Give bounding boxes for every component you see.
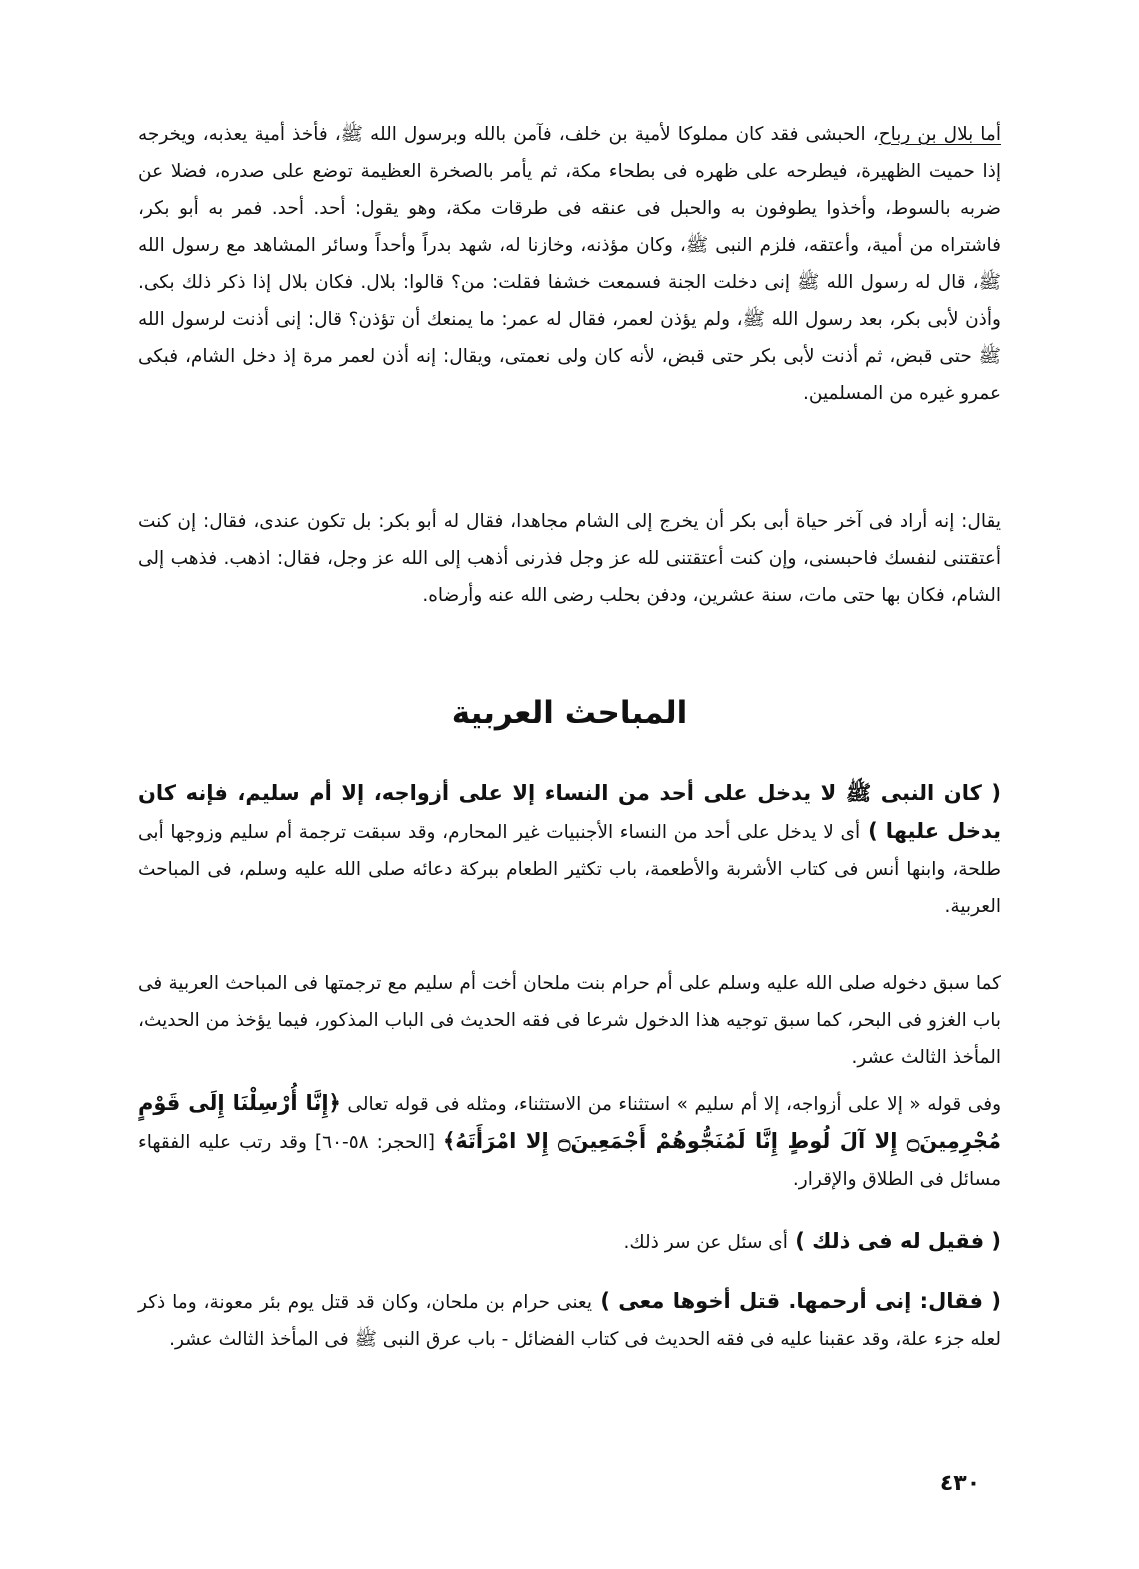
quoted-hadith: ( فقيل له فى ذلك ) [787,1229,1001,1253]
paragraph-istithna [138,1085,1001,1198]
paragraph-text: يعنى حرام بن ملحان، وكان قد قتل يوم بئر معونة، وما ذكر لعله جزء علة، وقد عقبنا عليه فى فقه الحديث فى كتاب الفضائل - باب عرق النبى ﷺ فى المأخذ الثالث عشر. [138,1292,1001,1350]
quran-verse: ﴿إِنَّا أُرْسِلْنَا إِلَى قَوْمٍ مُجْرِمِينَ۝ إِلا آلَ لُوطٍ إِنَّا لَمُنَجُّوهُمْ أَجْمَعِينَ۝ إِلا امْرَأَتَهُ﴾ [138,1091,1001,1153]
paragraph-text: [الحجر: ٥٨-٦٠] وقد رتب عليه الفقهاء مسائل فى الطلاق والإقرار. [138,1132,1001,1190]
paragraph-prophet-visit [138,775,1001,925]
paragraph-text: وفى قوله « إلا على أزواجه، إلا أم سليم » استثناء من الاستثناء، ومثله فى قوله تعالى [340,1094,1002,1115]
paragraph-um-haram: كما سبق دخوله صلى الله عليه وسلم على أم حرام بنت ملحان أخت أم سليم مع ترجمتها فى المباحث العربية فى باب الغزو فى البحر، كما سبق توجيه هذا الدخول شرعا فى فقه الحديث فى الباب المذكور، فيما يؤخذ من الحديث، المأخذ الثالث عشر. [138,973,1001,1068]
paragraph-text: أى لا يدخل على أحد من النساء الأجنبيات غير المحارم، وقد سبقت ترجمة أم سليم وزوجها أبى طلحة، وابنها أنس فى كتاب الأشربة والأطعمة، باب تكثير الطعام ببركة دعائه صلى الله عليه وسلم، فى المباحث العربية. [138,822,1001,917]
paragraph-question [138,1223,1001,1261]
paragraph-bilal [138,116,1001,412]
paragraph-answer [138,1283,1001,1358]
paragraph-text: ، الحبشى فقد كان مملوكا لأمية بن خلف، فآمن بالله وبرسول الله ﷺ، فأخذ أمية يعذبه، ويخرجه إذا حميت الظهيرة، فيطرحه على ظهره فى بطحاء مكة، ثم يأمر بالصخرة العظيمة توضع على صدره، فضلا عن ضربه بالسوط، وأخذوا يطوفون به والحبل فى عنقه فى طرقات مكة، وهو يقول: أحد. أحد. فمر به أبو بكر، فاشتراه من أمية، وأعتقه، فلزم النبى ﷺ، وكان مؤذنه، وخازنا له، شهد بدراً وأحداً وسائر المشاهد مع رسول الله ﷺ، قال له رسول الله ﷺ إنى دخلت الجنة فسمعت خشفا فقلت: من؟ قالوا: بلال. فكان بلال إذا ذكر ذلك بكى. وأذن لأبى بكر، بعد رسول الله ﷺ، ولم يؤذن لعمر، فقال له عمر: ما يمنعك أن تؤذن؟ قال: إنى أذنت لرسول الله ﷺ حتى قبض، ثم أذنت لأبى بكر حتى قبض، لأنه كان ولى نعمتى، ويقال: إنه أذن لعمر مرة إذ دخل الشام، فبكى عمرو غيره من المسلمين. [138,124,1001,404]
paragraph-sham: يقال: إنه أراد فى آخر حياة أبى بكر أن يخرج إلى الشام مجاهدا، فقال له أبو بكر: بل تكون عندى، فقال: إن كنت أعتقتنى لنفسك فاحبسنى، وإن كنت أعتقتنى لله عز وجل فذرنى أذهب إلى الله عز وجل، فقال: اذهب. فذهب إلى الشام، فكان بها حتى مات، سنة عشرين، ودفن بحلب رضى الله عنه وأرضاه. [138,511,1001,606]
underlined-name: أما بلال بن رباح [878,124,1001,145]
paragraph-text: أى سئل عن سر ذلك. [623,1232,788,1253]
quoted-hadith: ( فقال: إنى أرحمها. قتل أخوها معى ) [592,1289,1001,1313]
page-number: ٤٣٠ [939,1471,981,1496]
quoted-hadith: ( كان النبى ﷺ لا يدخل على أحد من النساء إلا على أزواجه، إلا أم سليم، فإنه كان يدخل عليها ) [138,781,1001,843]
section-heading: المباحث العربية [451,695,688,731]
